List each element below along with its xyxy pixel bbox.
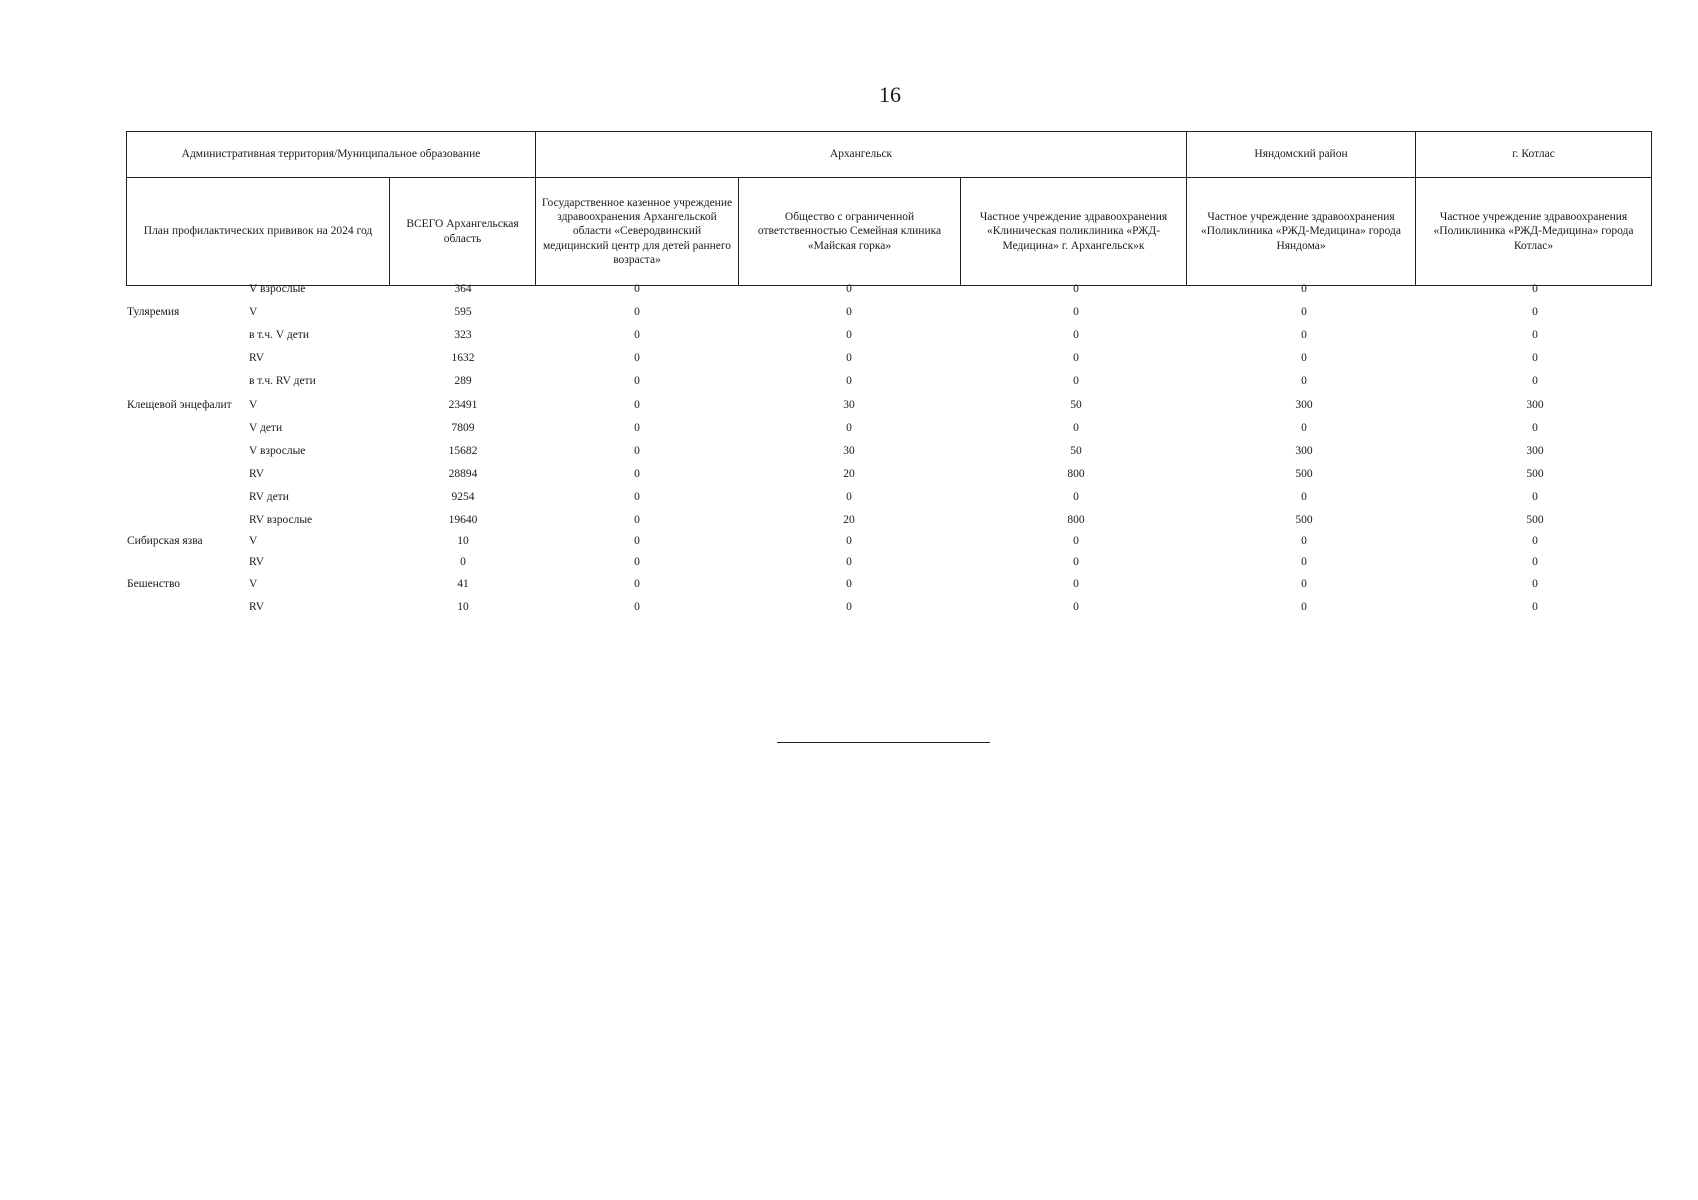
cell-c2: 30 [843,399,855,411]
cell-total: 1632 [451,352,475,364]
cell-c4: 500 [1295,468,1313,480]
cell-total: 10 [457,601,469,613]
disease-name: Бешенство [127,578,181,590]
cell-c3: 0 [1073,535,1079,547]
cell-c3: 0 [1073,283,1079,295]
org1-header: Государственное казенное учреждение здравоохранения Архангельской области «Северодвинский медицинский центр для детей раннего возраста» [536,178,739,286]
cell-total: 289 [454,375,472,387]
cell-total: 23491 [448,399,478,411]
cell-c3: 0 [1073,491,1079,503]
org4-header: Частное учреждение здравоохранения «Поликлиника «РЖД-Медицина» города Няндома» [1187,178,1416,286]
vaccination-type: RV [249,352,265,364]
cell-total: 28894 [448,468,478,480]
cell-c5: 0 [1532,375,1538,387]
cell-c5: 0 [1532,306,1538,318]
cell-total: 19640 [448,514,478,526]
cell-c4: 300 [1295,399,1313,411]
cell-c1: 0 [634,514,640,526]
cell-c3: 0 [1073,329,1079,341]
cell-c2: 20 [843,468,855,480]
cell-c4: 300 [1295,445,1313,457]
vaccination-type: RV взрослые [249,514,313,526]
cell-c1: 0 [634,601,640,613]
vaccination-type: V [249,306,258,318]
vaccination-type: V взрослые [249,445,306,457]
vaccination-type: V [249,535,258,547]
cell-c2: 0 [846,556,852,568]
cell-c5: 300 [1526,399,1544,411]
cell-c2: 0 [846,352,852,364]
cell-c1: 0 [634,556,640,568]
cell-c2: 20 [843,514,855,526]
cell-total: 15682 [448,445,478,457]
cell-c2: 0 [846,306,852,318]
admin-territory-header: Административная территория/Муниципальное образование [127,132,536,178]
cell-c5: 0 [1532,352,1538,364]
vaccination-type: RV [249,556,265,568]
cell-total: 323 [454,329,472,341]
arkhangelsk-header: Архангельск [536,132,1187,178]
cell-c1: 0 [634,306,640,318]
vaccination-type: в т.ч. RV дети [249,375,316,387]
cell-c4: 0 [1301,556,1307,568]
cell-c2: 0 [846,375,852,387]
kotlas-header: г. Котлас [1416,132,1652,178]
cell-c2: 0 [846,578,852,590]
vaccination-type: RV дети [249,491,289,503]
org5-header: Частное учреждение здравоохранения «Поликлиника «РЖД-Медицина» города Котлас» [1416,178,1652,286]
cell-c2: 30 [843,445,855,457]
cell-c5: 500 [1526,468,1544,480]
org3-header: Частное учреждение здравоохранения «Клиническая поликлиника «РЖД-Медицина» г. Архангельск»к [961,178,1187,286]
cell-c2: 0 [846,329,852,341]
cell-c5: 0 [1532,422,1538,434]
vaccination-type: V [249,399,258,411]
vaccination-type: V [249,578,258,590]
cell-c2: 0 [846,535,852,547]
vaccination-type: V взрослые [249,283,306,295]
cell-c1: 0 [634,352,640,364]
cell-c1: 0 [634,329,640,341]
cell-total: 10 [457,535,469,547]
cell-c2: 0 [846,601,852,613]
cell-total: 9254 [451,491,475,503]
org2-header: Общество с ограниченной ответственностью Семейная клиника «Майская горка» [739,178,961,286]
cell-c3: 0 [1073,601,1079,613]
disease-name: Сибирская язва [127,535,203,547]
cell-c5: 0 [1532,491,1538,503]
cell-c3: 800 [1067,514,1085,526]
cell-total: 0 [460,556,466,568]
cell-c1: 0 [634,578,640,590]
cell-c5: 0 [1532,535,1538,547]
cell-c1: 0 [634,445,640,457]
cell-c4: 0 [1301,535,1307,547]
cell-c3: 0 [1073,306,1079,318]
cell-c2: 0 [846,491,852,503]
plan-header: План профилактических прививок на 2024 год [127,178,390,286]
cell-c1: 0 [634,468,640,480]
cell-c4: 0 [1301,329,1307,341]
cell-c3: 0 [1073,556,1079,568]
cell-c5: 300 [1526,445,1544,457]
cell-c5: 500 [1526,514,1544,526]
cell-c3: 0 [1073,422,1079,434]
nyandoma-header: Няндомский район [1187,132,1416,178]
cell-c2: 0 [846,422,852,434]
cell-c1: 0 [634,283,640,295]
vaccination-type: V дети [249,422,283,434]
cell-total: 7809 [451,422,475,434]
cell-c1: 0 [634,375,640,387]
cell-total: 595 [454,306,472,318]
cell-c3: 0 [1073,352,1079,364]
cell-c4: 0 [1301,306,1307,318]
signature-line [777,742,990,743]
disease-name: Туляремия [127,306,180,318]
cell-c4: 0 [1301,283,1307,295]
cell-c1: 0 [634,422,640,434]
cell-c4: 0 [1301,578,1307,590]
cell-c1: 0 [634,535,640,547]
cell-total: 41 [457,578,469,590]
cell-c4: 0 [1301,352,1307,364]
cell-c4: 0 [1301,491,1307,503]
cell-c4: 0 [1301,601,1307,613]
cell-c4: 500 [1295,514,1313,526]
disease-name: Клещевой энцефалит [127,399,232,411]
cell-c3: 0 [1073,375,1079,387]
cell-c3: 50 [1070,399,1082,411]
vaccination-type: RV [249,468,265,480]
total-header: ВСЕГО Архангельская область [390,178,536,286]
cell-c4: 0 [1301,422,1307,434]
cell-c1: 0 [634,399,640,411]
cell-total: 364 [454,283,472,295]
cell-c5: 0 [1532,556,1538,568]
cell-c2: 0 [846,283,852,295]
page-number: 16 [879,82,901,107]
vaccination-type: в т.ч. V дети [249,329,309,341]
vaccination-type: RV [249,601,265,613]
cell-c3: 0 [1073,578,1079,590]
cell-c5: 0 [1532,578,1538,590]
cell-c1: 0 [634,491,640,503]
cell-c5: 0 [1532,283,1538,295]
cell-c4: 0 [1301,375,1307,387]
cell-c5: 0 [1532,601,1538,613]
cell-c3: 50 [1070,445,1082,457]
cell-c3: 800 [1067,468,1085,480]
cell-c5: 0 [1532,329,1538,341]
